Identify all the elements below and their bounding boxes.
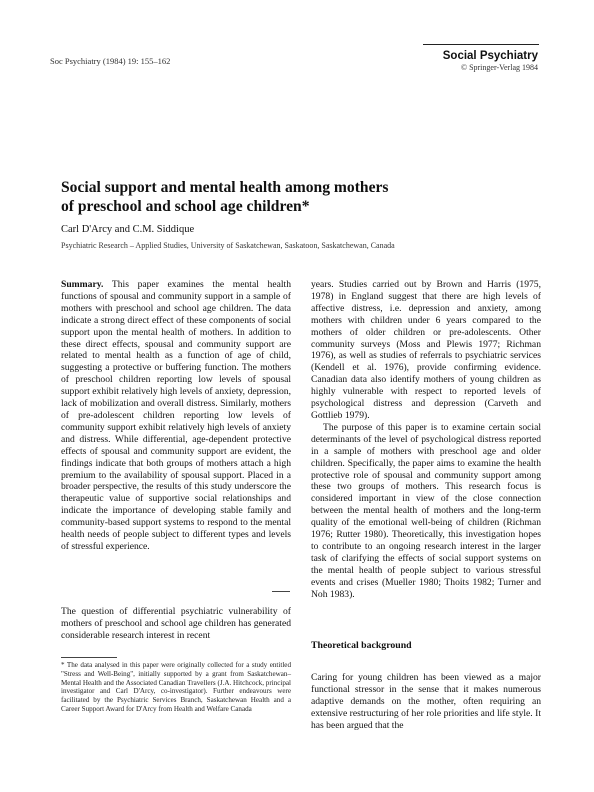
right-paragraph-2: The purpose of this paper is to examine certain social determinants of the level of psychological distress reported in a sample of mothers with preschool age and older children. Specifically, the paper aims to examine the health protective role of spousal and community support among these two groups of mothers. This research focus is considered important in view of the close connection between the mental health of mothers and the long-term quality of the emotional well-being of children (Richman 1976; Rutter 1980). Theoretically, this investigation hopes to contribute to an ongoing research interest in the larger task of clarifying the effects of social support systems on the mental health of people subject to various stressful events and crises (Mueller 1980; Thoits 1982; Turner and Noh 1983).	[311, 421, 541, 600]
intro-paragraph	[61, 606, 291, 642]
footnote-rule	[61, 657, 117, 658]
section-paragraph: Caring for young children has been viewed as a major functional stressor in the sense that it makes numerous adaptive demands on the mother, often requiring an extensive restructuring of her role priorities and life style. It has been argued that the	[311, 672, 541, 731]
title-line-1: Social support and mental health among mothers	[61, 179, 389, 196]
intro-text: The question of differential psychiatric vulnerability of mothers of preschool and school age children has generated considerable research interest in recent	[61, 606, 291, 641]
section-heading: Theoretical background	[311, 640, 412, 651]
right-paragraph-1: years. Studies carried out by Brown and Harris (1975, 1978) in England suggest that there are high levels of affective distress, i.e. depression and anxiety, among mothers with children under 6 years compared to the mothers of older children or pre-adolescents. Other community surveys (Moss and Plewis 1977; Richman 1976), as well as studies of referrals to psychiatric services (Kendell et al. 1976), provide confirming evidence. Canadian data also identify mothers of young children as highly vulnerable with respect to reported levels of psychological distress and depression (Carveth and Gottlieb 1979).	[311, 279, 541, 421]
affiliation: Psychiatric Research – Applied Studies, University of Saskatchewan, Saskatoon, Saskatchewan, Canada	[61, 241, 395, 250]
authors: Carl D'Arcy and C.M. Siddique	[61, 224, 195, 235]
summary-label: Summary.	[61, 279, 104, 290]
footnote: * The data analysed in this paper were originally collected for a study entitled "Stress and Well-Being", initially supported by a grant from Saskatchewan–Mental Health and the Associated Canadian Travellers (J.A. Hitchcock, principal investigator and Carl D'Arcy, co-investigator). Further endeavours were facilitated by the Psychiatric Services Branch, Saskatchewan Health and a Career Support Award for D'Arcy from Health and Welfare Canada	[61, 661, 291, 713]
summary-separator	[272, 591, 290, 592]
journal-citation: Soc Psychiatry (1984) 19: 155–162	[50, 56, 171, 66]
summary-paragraph	[61, 279, 291, 553]
summary-text: This paper examines the mental health functions of spousal and community support in a sample of mothers with preschool and school age children. The data indicate a strong direct effect of these components of social support upon the mental health of mothers. In addition to these direct effects, spousal and community support are related to mental health as a function of age of child, suggesting a protective or buffering function. The mothers of preschool children reporting low levels of spousal support exhibit relatively high levels of anxiety, depression, lack of mobilization and overall distress. Similarly, mothers of pre-adolescent children reporting low levels of community support exhibit relatively high levels of anxiety and distress. While differential, age-dependent protective effects of spousal and community support are evident, the findings indicate that both groups of mothers attach a high premium to the availability of spousal support. Placed in a broader perspective, the results of this study underscore the therapeutic value of supportive social relationships and indicate the importance of developing stable family and community-based support systems to respond to the mental health needs of people subject to different types and levels of stressful experience.	[61, 279, 291, 552]
publisher-line: © Springer-Verlag 1984	[460, 63, 538, 72]
paper-title	[61, 178, 501, 216]
title-line-2: of preschool and school age children*	[61, 198, 310, 215]
journal-name: Social Psychiatry	[442, 50, 538, 62]
right-column-text	[311, 279, 541, 600]
journal-header-rule	[423, 44, 539, 45]
